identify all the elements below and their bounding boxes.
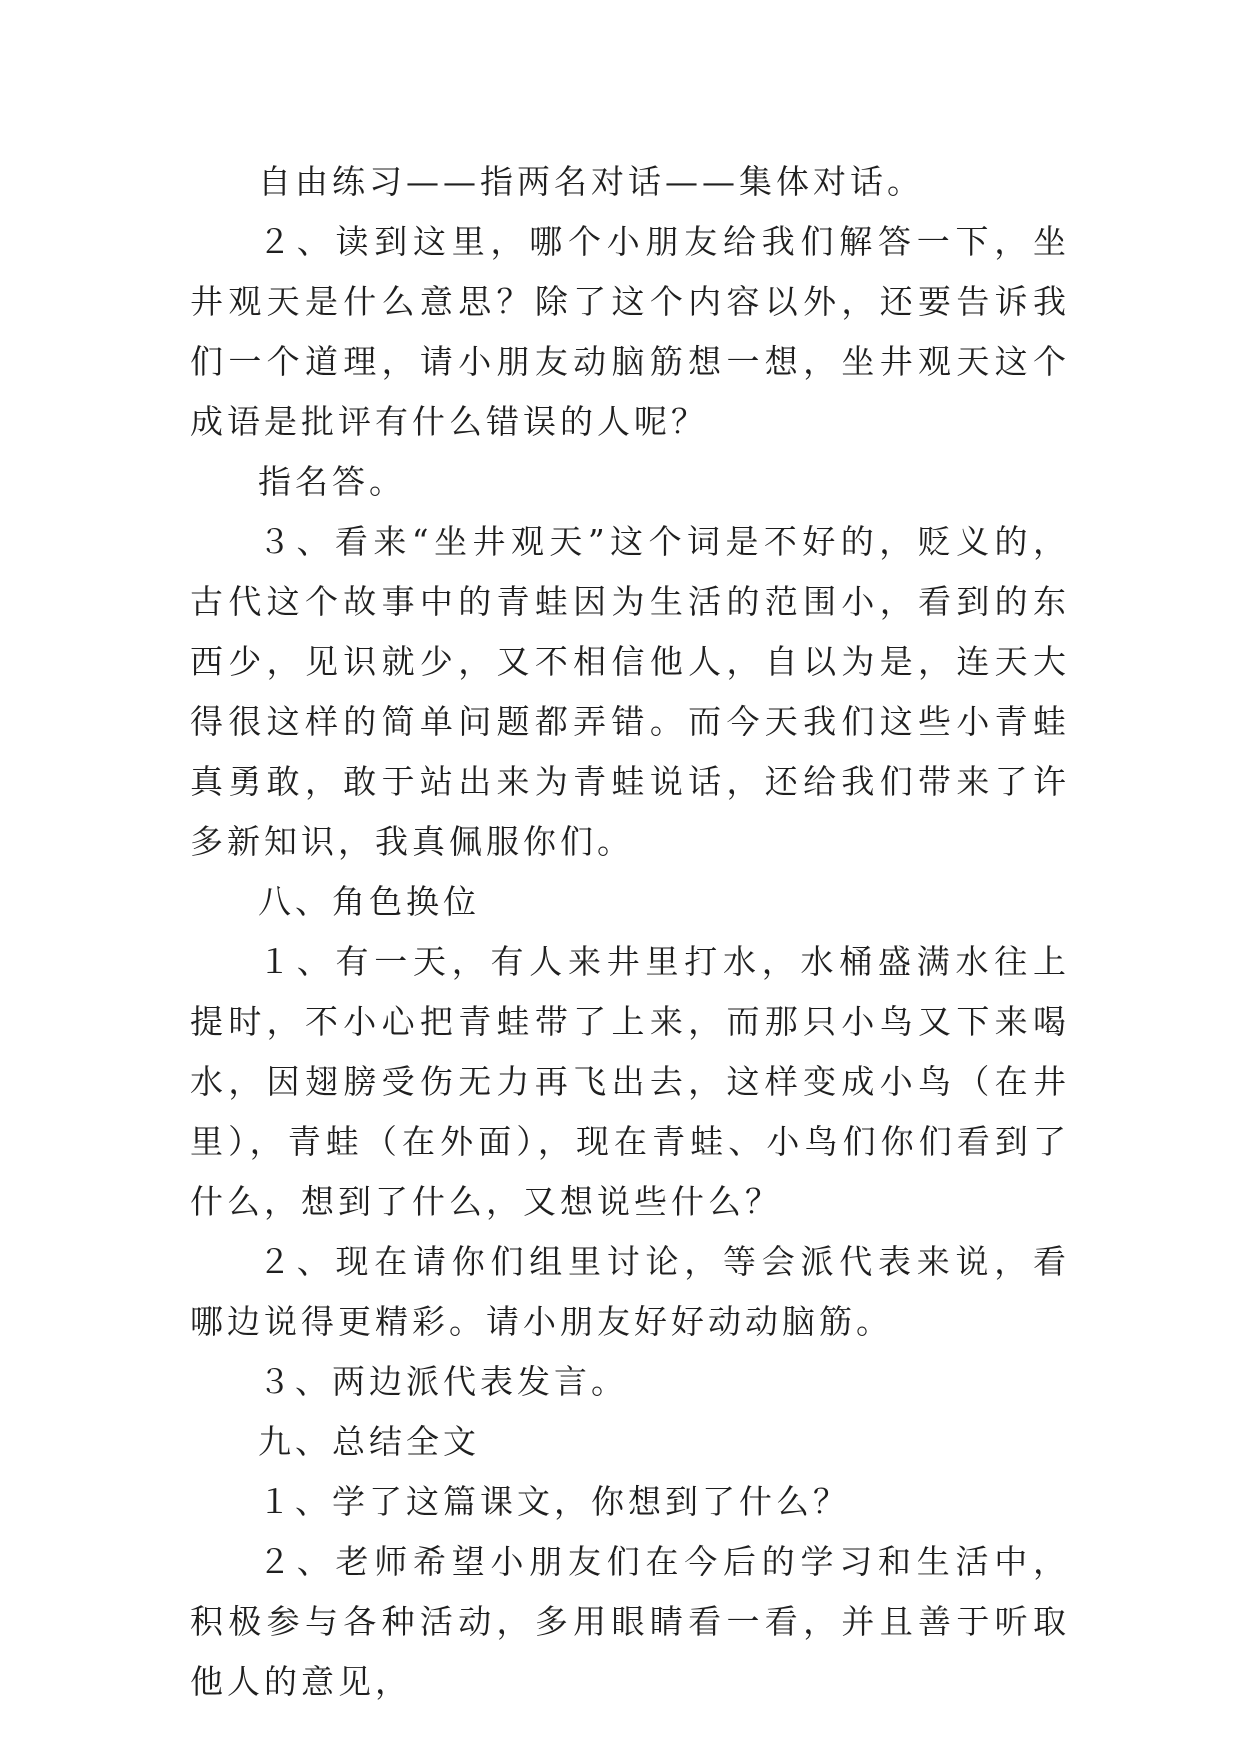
section-heading-summary: 九、总结全文 bbox=[258, 1422, 480, 1461]
paragraph-role-swap-1: １、有一天，有人来井里打水，水桶盛满水往上提时，不小心把青蛙带了上来，而那只小鸟又下来喝水，因翅膀受伤无力再飞出去，这样变成小鸟（在井里），青蛙（在外面），现在青蛙、小鸟们你们看到了什么，想到了什么，又想说些什么？ bbox=[190, 942, 1070, 1221]
paragraph-summary-2: ２、老师希望小朋友们在今后的学习和生活中，积极参与各种活动，多用眼睛看一看，并且善于听取他人的意见， bbox=[190, 1542, 1070, 1701]
paragraph-free-practice: 自由练习——指两名对话——集体对话。 bbox=[258, 162, 924, 201]
paragraph-role-swap-2: ２、现在请你们组里讨论，等会派代表来说，看哪边说得更精彩。请小朋友好好动动脑筋。 bbox=[190, 1242, 1070, 1341]
document-body bbox=[190, 152, 1070, 1712]
section-heading-role-swap: 八、角色换位 bbox=[258, 882, 480, 921]
paragraph-question-2: ２、读到这里，哪个小朋友给我们解答一下，坐井观天是什么意思？除了这个内容以外，还要告诉我们一个道理，请小朋友动脑筋想一想，坐井观天这个成语是批评有什么错误的人呢？ bbox=[190, 222, 1070, 441]
paragraph-summary-1: １、学了这篇课文，你想到了什么？ bbox=[258, 1482, 850, 1521]
paragraph-name-answer: 指名答。 bbox=[258, 462, 406, 501]
paragraph-role-swap-3: ３、两边派代表发言。 bbox=[258, 1362, 628, 1401]
paragraph-point-3: ３、看来“坐井观天”这个词是不好的，贬义的，古代这个故事中的青蛙因为生活的范围小，看到的东西少，见识就少，又不相信他人，自以为是，连天大得很这样的简单问题都弄错。而今天我们这些小青蛙真勇敢，敢于站出来为青蛙说话，还给我们带来了许多新知识，我真佩服你们。 bbox=[190, 522, 1070, 861]
